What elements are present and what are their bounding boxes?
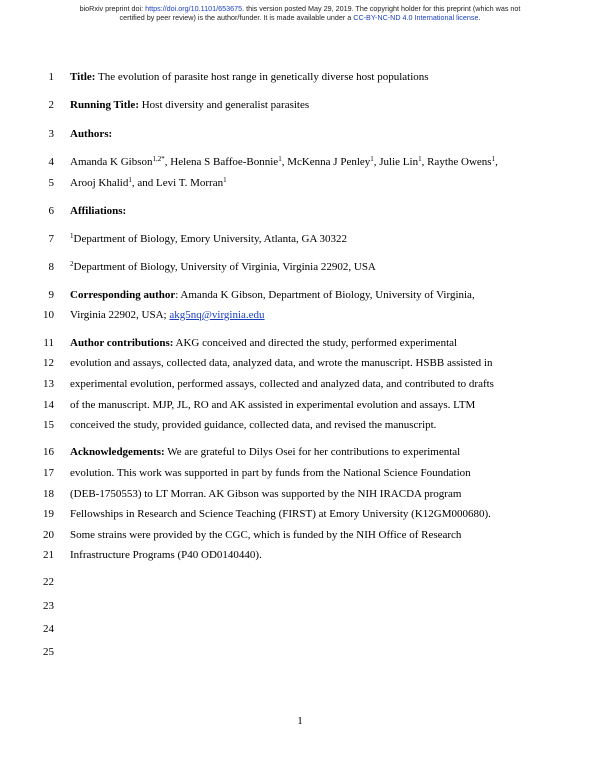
affiliation-text: Department of Biology, Emory University, Atlanta, GA 30322 bbox=[73, 233, 348, 245]
author-name: Arooj Khalid bbox=[70, 177, 129, 189]
line-number: 6 bbox=[48, 205, 54, 217]
line-number: 21 bbox=[43, 549, 54, 561]
running-title-text: Host diversity and generalist parasites bbox=[138, 99, 310, 111]
contributions-line: conceived the study, provided guidance, collected data, and revised the manuscript. bbox=[70, 419, 437, 431]
corresponding-line-2 bbox=[70, 309, 540, 322]
authors-label: Authors: bbox=[70, 128, 113, 140]
line-number: 13 bbox=[43, 378, 54, 390]
page-number: 1 bbox=[297, 715, 303, 727]
author-name: , Raythe Owens bbox=[421, 156, 492, 168]
contributions-line bbox=[70, 337, 540, 350]
contributions-line: evolution and assays, collected data, analyzed data, and wrote the manuscript. HSBB assisted in bbox=[70, 357, 493, 369]
line-number: 25 bbox=[43, 646, 54, 658]
contributions-line: of the manuscript. MJP, JL, RO and AK assisted in experimental evolution and assays. LTM bbox=[70, 399, 476, 411]
preprint-header bbox=[40, 4, 560, 22]
author-name: Amanda K Gibson bbox=[70, 156, 153, 168]
line-number: 11 bbox=[43, 337, 54, 349]
line-number: 17 bbox=[43, 467, 54, 479]
header-text: . this version posted May 29, 2019. The copyright holder for this preprint (which was not bbox=[242, 4, 521, 13]
email-link[interactable]: akg5nq@virginia.edu bbox=[169, 309, 265, 321]
author-name: , McKenna J Penley bbox=[281, 156, 371, 168]
affiliations-label: Affiliations: bbox=[70, 205, 127, 217]
affiliation-mark: 1 bbox=[70, 232, 74, 240]
corresponding-text: : Amanda K Gibson, Department of Biology, University of Virginia, bbox=[175, 289, 475, 301]
line-number: 4 bbox=[48, 156, 54, 168]
line-number: 14 bbox=[43, 399, 54, 411]
running-title-line bbox=[70, 99, 540, 112]
acknowledgements-text: We are grateful to Dilys Osei for her contributions to experimental bbox=[164, 446, 461, 458]
author-affiliation-mark: 1 bbox=[223, 176, 227, 184]
authors-line-2 bbox=[70, 177, 540, 190]
author-affiliation-mark: 1,2* bbox=[152, 155, 165, 163]
affiliation-text: Department of Biology, University of Virginia, Virginia 22902, USA bbox=[73, 261, 376, 273]
line-number: 9 bbox=[48, 289, 54, 301]
header-text: certified by peer review) is the author/funder. It is made available under a bbox=[119, 13, 354, 22]
title-label: Title: bbox=[70, 71, 96, 83]
contributions-line: experimental evolution, performed assays, collected and analyzed data, and contributed to drafts bbox=[70, 378, 494, 390]
license-link[interactable]: CC-BY-NC-ND 4.0 International license bbox=[353, 13, 479, 22]
author-affiliation-mark: 1 bbox=[128, 176, 132, 184]
acknowledgements-label: Acknowledgements: bbox=[70, 446, 165, 458]
acknowledgements-line: Some strains were provided by the CGC, which is funded by the NIH Office of Research bbox=[70, 529, 462, 541]
author-name: , Helena S Baffoe-Bonnie bbox=[164, 156, 279, 168]
acknowledgements-line bbox=[70, 446, 540, 459]
acknowledgements-line: evolution. This work was supported in part by funds from the National Science Foundation bbox=[70, 467, 471, 479]
author-name: , and Levi T. Morran bbox=[131, 177, 224, 189]
acknowledgements-line: Fellowships in Research and Science Teaching (FIRST) at Emory University (K12GM000680). bbox=[70, 508, 491, 520]
line-number: 10 bbox=[43, 309, 54, 321]
running-title-label: Running Title: bbox=[70, 99, 139, 111]
contributions-label: Author contributions: bbox=[70, 337, 174, 349]
author-affiliation-mark: 1 bbox=[418, 155, 422, 163]
author-affiliation-mark: 1 bbox=[491, 155, 496, 163]
line-number: 16 bbox=[43, 446, 54, 458]
line-number: 8 bbox=[48, 261, 54, 273]
contributions-text: AKG conceived and directed the study, performed experimental bbox=[173, 337, 458, 349]
acknowledgements-line: Infrastructure Programs (P40 OD0140440). bbox=[70, 549, 262, 561]
corresponding-text: Virginia 22902, USA; bbox=[70, 309, 170, 321]
line-number: 2 bbox=[48, 99, 54, 111]
line-number: 7 bbox=[48, 233, 54, 245]
header-text: . bbox=[478, 13, 481, 22]
author-affiliation-mark: 1 bbox=[370, 155, 374, 163]
line-number: 24 bbox=[43, 623, 54, 635]
line-number: 12 bbox=[43, 357, 54, 369]
authors-line-1 bbox=[70, 156, 540, 169]
author-affiliation-mark: 1 bbox=[278, 155, 282, 163]
affiliation-2 bbox=[70, 261, 540, 274]
line-number: 1 bbox=[48, 71, 54, 83]
author-separator: , bbox=[495, 156, 498, 168]
line-number: 18 bbox=[43, 488, 54, 500]
author-name: , Julie Lin bbox=[373, 156, 419, 168]
acknowledgements-line: (DEB-1750553) to LT Morran. AK Gibson was supported by the NIH IRACDA program bbox=[70, 488, 462, 500]
line-number: 23 bbox=[43, 600, 54, 612]
corresponding-line-1 bbox=[70, 289, 540, 302]
line-number: 5 bbox=[48, 177, 54, 189]
line-number: 22 bbox=[43, 576, 54, 588]
line-number: 15 bbox=[43, 419, 54, 431]
header-text: bioRxiv preprint doi: bbox=[79, 4, 146, 13]
line-number: 20 bbox=[43, 529, 54, 541]
title-line bbox=[70, 71, 540, 84]
corresponding-label: Corresponding author bbox=[70, 289, 176, 301]
affiliation-mark: 2 bbox=[70, 260, 74, 268]
affiliation-1 bbox=[70, 233, 540, 246]
line-number: 19 bbox=[43, 508, 54, 520]
doi-link[interactable]: https://doi.org/10.1101/653675 bbox=[145, 4, 243, 13]
header-line-1 bbox=[40, 4, 560, 13]
header-line-2 bbox=[40, 13, 560, 22]
line-number: 3 bbox=[48, 128, 54, 140]
title-text: The evolution of parasite host range in genetically diverse host populations bbox=[95, 71, 429, 83]
